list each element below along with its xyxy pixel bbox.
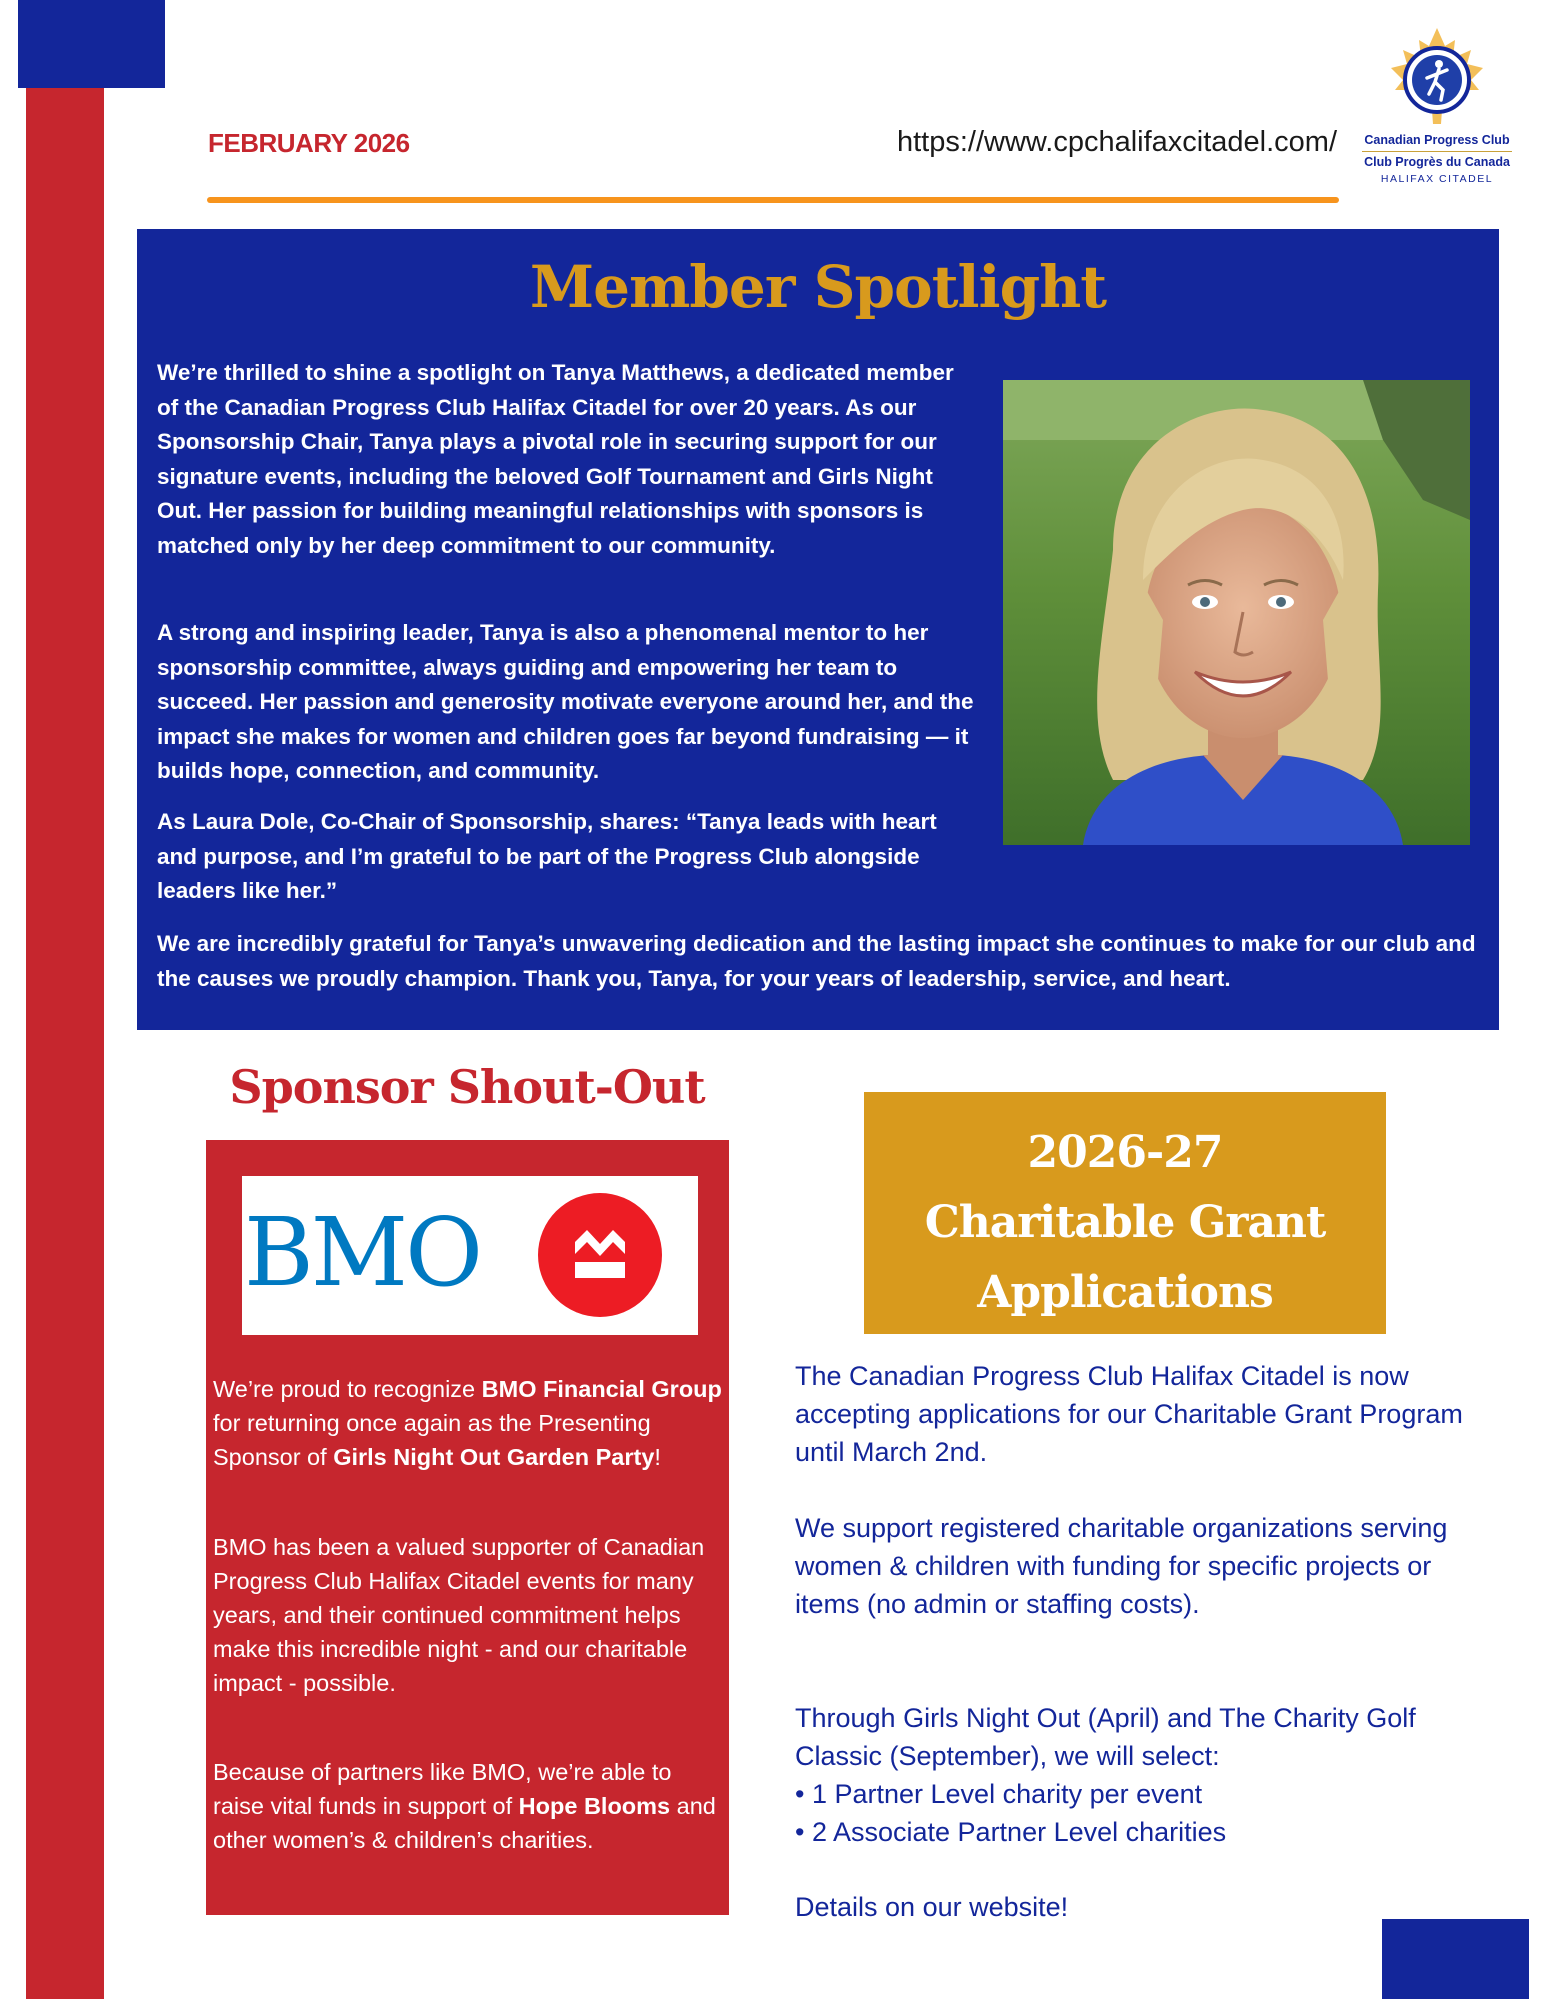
maple-leaf-emblem-icon [1385, 24, 1489, 132]
spotlight-paragraph: We’re thrilled to shine a spotlight on Tanya Matthews, a dedicated member of the Canadian Progress Club Halifax Citadel for over 20 years. As our Sponsorship Chair, Tanya plays a pivotal role in securing support for our signature events, including the beloved Golf Tournament and Girls Night Out. Her passion for building meaningful relationships with sponsors is matched only by her deep commitment to our community. [157, 360, 954, 558]
logo-text-chapter: HALIFAX CITADEL [1380, 173, 1494, 185]
list-item: • 1 Partner Level charity per event [795, 1779, 1203, 1809]
grant-criteria-list [795, 1775, 1495, 1851]
spotlight-title: Member Spotlight [529, 253, 1107, 321]
spotlight-paragraph: As Laura Dole, Co-Chair of Sponsorship, shares: “Tanya leads with heart and purpose, and I’m grateful to be part of the Progress Club alongside leaders like her.” [157, 809, 937, 903]
bmo-logo [242, 1176, 698, 1335]
grant-paragraph: Details on our website! [795, 1892, 1069, 1922]
grant-paragraph: The Canadian Progress Club Halifax Citadel is now accepting applications for our Charitable Grant Program until March 2nd. [795, 1361, 1463, 1467]
sponsor-heading: Sponsor Shout-Out [229, 1060, 705, 1114]
header-divider [207, 197, 1339, 203]
grant-title-line: Charitable Grant [924, 1197, 1326, 1248]
grant-paragraph: Through Girls Night Out (April) and The Charity Golf Classic (September), we will select: [795, 1703, 1416, 1771]
sponsor-section [206, 1140, 729, 1915]
list-item: • 2 Associate Partner Level charities [795, 1817, 1227, 1847]
spotlight-paragraph: A strong and inspiring leader, Tanya is also a phenomenal mentor to her sponsorship committee, always guiding and empowering her team to succeed. Her passion and generosity motivate everyone around her, and the impact she makes for women and children goes far beyond fundraising — it builds hope, connection, and community. [157, 620, 974, 783]
grant-paragraph: We support registered charitable organizations serving women & children with funding for specific projects or items (no admin or staffing costs). [795, 1513, 1448, 1619]
member-photo [1003, 380, 1470, 845]
logo-text-french: Club Progrès du Canada [1364, 155, 1510, 169]
bmo-wordmark: BMO [244, 1198, 480, 1308]
corner-decoration-top-left [18, 0, 165, 88]
club-logo [1352, 24, 1522, 204]
logo-divider [1362, 151, 1512, 152]
bmo-roundel-icon [537, 1192, 663, 1318]
spotlight-paragraph: We are incredibly grateful for Tanya’s unwavering dedication and the lasting impact she continues to make for our club and the causes we proudly champion. Thank you, Tanya, for your years of leadership, service, and heart. [157, 931, 1476, 991]
grant-title [864, 1118, 1386, 1328]
website-link[interactable]: https://www.cpchalifaxcitadel.com/ [896, 126, 1337, 158]
corner-decoration-bottom-right [1382, 1919, 1529, 1999]
grant-title-line: Applications [977, 1267, 1273, 1318]
member-spotlight-section [137, 229, 1499, 1030]
sponsor-paragraph: We’re proud to recognize BMO Financial Group for returning once again as the Presenting Sponsor of Girls Night Out Garden Party! [213, 1376, 722, 1470]
event-name: Girls Night Out Garden Party [333, 1444, 655, 1470]
charity-name: Hope Blooms [518, 1793, 671, 1819]
grant-title-line: 2026-27 [1027, 1127, 1223, 1178]
sponsor-paragraph: Because of partners like BMO, we’re able to raise vital funds in support of Hope Blooms and other women’s & children’s charities. [213, 1759, 716, 1853]
side-stripe [26, 88, 104, 1999]
issue-date: FEBRUARY 2026 [208, 128, 410, 158]
sponsor-name: BMO Financial Group [481, 1376, 722, 1402]
grant-title-box [864, 1092, 1386, 1334]
logo-text-english: Canadian Progress Club [1364, 133, 1510, 147]
sponsor-paragraph: BMO has been a valued supporter of Canadian Progress Club Halifax Citadel events for many years, and their continued commitment helps make this incredible night - and our charitable impact - possible. [213, 1534, 705, 1696]
